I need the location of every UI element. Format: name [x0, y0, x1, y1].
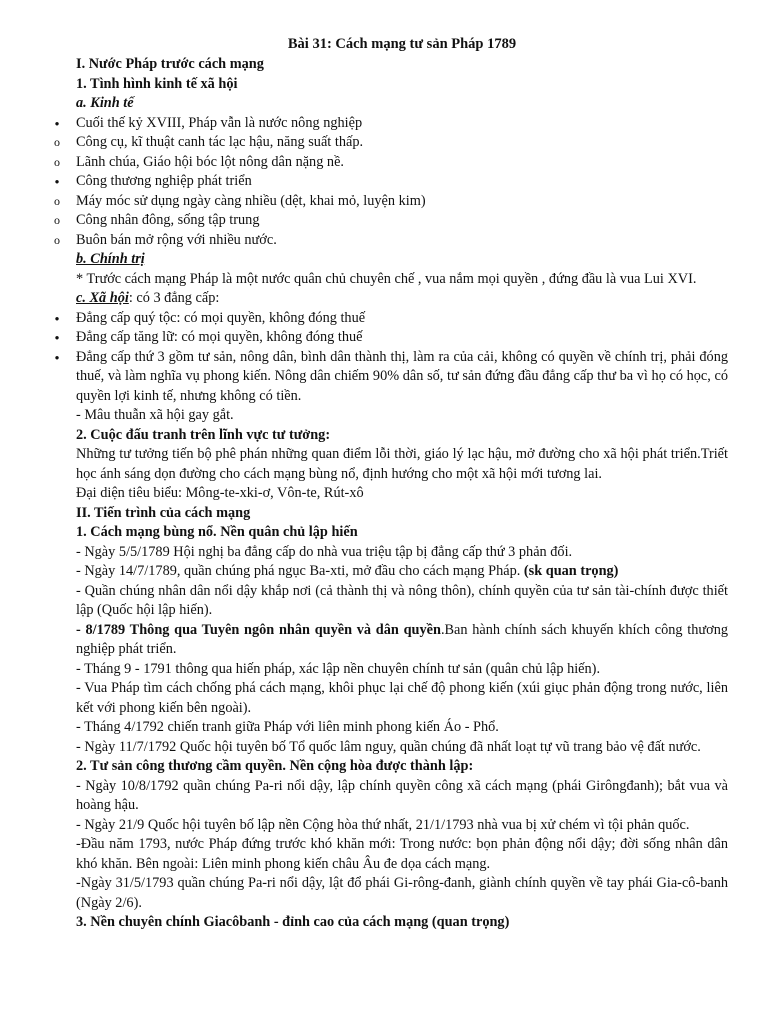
event-paragraph: - Ngày 14/7/1789, quần chúng phá ngục Ba-xti, mở đầu cho cách mạng Pháp. (sk quan trọng) [76, 563, 619, 579]
society-list [76, 309, 728, 407]
list-item: o Công cụ, kĩ thuật canh tác lạc hậu, năng suất thấp. [76, 133, 728, 153]
event-paragraph: - Ngày 11/7/1792 Quốc hội tuyên bố Tổ quốc lâm nguy, quần chúng đã nhất loạt tự vũ trang bảo vệ đất nước. [76, 738, 701, 755]
society-heading-line: c. Xã hội: có 3 đẳng cấp: [76, 290, 220, 306]
circle-bullet-icon [50, 192, 64, 213]
event-paragraph: -Ngày 31/5/1793 quần chúng Pa-ri nổi dậy, lật đổ phái Gi-rông-đanh, giành chính quyền về tay phái Gia-cô-banh (Ngày 2/6). [76, 875, 728, 911]
heading-economy: a. Kinh tế [76, 95, 134, 111]
subsection-heading-economy-society: 1. Tình hình kinh tế xã hội [76, 75, 238, 92]
section-heading-1: I. Nước Pháp trước cách mạng [76, 56, 264, 72]
disc-bullet-icon [50, 309, 64, 329]
event-paragraph: - Tháng 4/1792 chiến tranh giữa Pháp với liên minh phong kiến Áo - Phổ. [76, 719, 499, 735]
disc-bullet-icon [50, 348, 64, 368]
event-paragraph: -Đầu năm 1793, nước Pháp đứng trước khó khăn mới: Trong nước: bọn phản động nổi dậy; đời sống nhân dân khó khăn. Bên ngoài: Liên minh phong kiến châu Âu đe dọa cách mạng. [76, 836, 728, 872]
disc-bullet-icon [50, 172, 64, 192]
list-item: ● Đẳng cấp quý tộc: có mọi quyền, không đóng thuế [76, 309, 728, 329]
list-item: ● Đẳng cấp tăng lữ: có mọi quyền, không đóng thuế [76, 328, 728, 348]
list-item: o Lãnh chúa, Giáo hội bóc lột nông dân nặng nề. [76, 153, 728, 173]
list-item: ● Cuối thế kỷ XVIII, Pháp vẫn là nước nông nghiệp [76, 114, 728, 134]
subsection-heading-republic: 2. Tư sản công thương cầm quyền. Nền cộng hòa được thành lập: [76, 758, 474, 774]
event-paragraph: - Ngày 5/5/1789 Hội nghị ba đẳng cấp do nhà vua triệu tập bị đẳng cấp thứ 3 phản đối. [76, 543, 573, 560]
disc-bullet-icon [50, 114, 64, 134]
subsection-heading-ideology: 2. Cuộc đấu tranh trên lĩnh vực tư tưởng: [76, 426, 331, 443]
circle-bullet-icon [50, 153, 64, 174]
event-paragraph: - 8/1789 Thông qua Tuyên ngôn nhân quyền và dân quyền.Ban hành chính sách khuyến khích công thương nghiệp phát triển. [76, 621, 728, 657]
politics-text: * Trước cách mạng Pháp là một nước quân chủ chuyên chế , vua nắm mọi quyền , đứng đầu là vua Lui XVI. [76, 270, 697, 287]
event-paragraph: - Tháng 9 - 1791 thông qua hiến pháp, xác lập nền chuyên chính tư sản (quân chủ lập hiến). [76, 660, 601, 677]
heading-politics: b. Chính trị [76, 251, 145, 267]
list-item: ● Đẳng cấp thứ 3 gồm tư sản, nông dân, bình dân thành thị, làm ra của cải, không có quyền về chính trị, phải đóng thuế, và làm nghĩa vụ phong kiến. Nông dân chiếm 90% dân số, tư sản đứng đầu đẳng cấp thư ba vì họ có học, có quyền lợi kinh tế, nhưng không có tiền. [76, 348, 728, 407]
event-paragraph: - Quần chúng nhân dân nổi dậy khắp nơi (cả thành thị và nông thôn), chính quyền của tư sản tài-chính được thiết lập (Quốc hội lập hiến). [76, 582, 728, 618]
economy-list [76, 114, 728, 251]
subsection-heading-revolution-outbreak: 1. Cách mạng bùng nổ. Nền quân chủ lập hiến [76, 524, 358, 540]
section-heading-2: II. Tiến trình của cách mạng [76, 504, 251, 521]
event-paragraph: - Vua Pháp tìm cách chống phá cách mạng, khôi phục lại chế độ phong kiến (xúi giục phản động trong nước, liên kết với phong kiến bên ngoài). [76, 680, 728, 716]
ideology-text: Những tư tưởng tiến bộ phê phán những quan điểm lỗi thời, giáo lý lạc hậu, mở đường cho xã hội phát triển.Triết học ánh sáng dọn đường cho cách mạng bùng nổ, định hướng cho một xã hội mới tương lai. [76, 446, 728, 482]
list-item: o Buôn bán mở rộng với nhiều nước. [76, 231, 728, 251]
heading-society: c. Xã hội [76, 290, 129, 306]
circle-bullet-icon [50, 133, 64, 154]
list-item: ● Công thương nghiệp phát triển [76, 172, 728, 192]
list-item: o Công nhân đông, sống tập trung [76, 211, 728, 231]
document-title: Bài 31: Cách mạng tư sản Pháp 1789 [287, 36, 517, 52]
society-conflict-note: - Mâu thuẫn xã hội gay gắt. [76, 407, 234, 423]
disc-bullet-icon [50, 328, 64, 348]
ideology-representatives: Đại diện tiêu biểu: Mông-te-xki-ơ, Vôn-te, Rút-xô [76, 485, 364, 501]
subsection-heading-jacobin: 3. Nền chuyên chính Giacôbanh - đỉnh cao của cách mạng (quan trọng) [76, 914, 510, 930]
circle-bullet-icon [50, 231, 64, 252]
event-paragraph: - Ngày 10/8/1792 quần chúng Pa-ri nổi dậy, lập chính quyền công xã cách mạng (phái Girôngđanh); bắt vua và hoàng hậu. [76, 777, 728, 813]
circle-bullet-icon [50, 211, 64, 232]
event-paragraph: - Ngày 21/9 Quốc hội tuyên bố lập nền Cộng hòa thứ nhất, 21/1/1793 nhà vua bị xử chém vì tội phản quốc. [76, 816, 690, 833]
list-item: o Máy móc sử dụng ngày càng nhiều (dệt, khai mỏ, luyện kim) [76, 192, 728, 212]
